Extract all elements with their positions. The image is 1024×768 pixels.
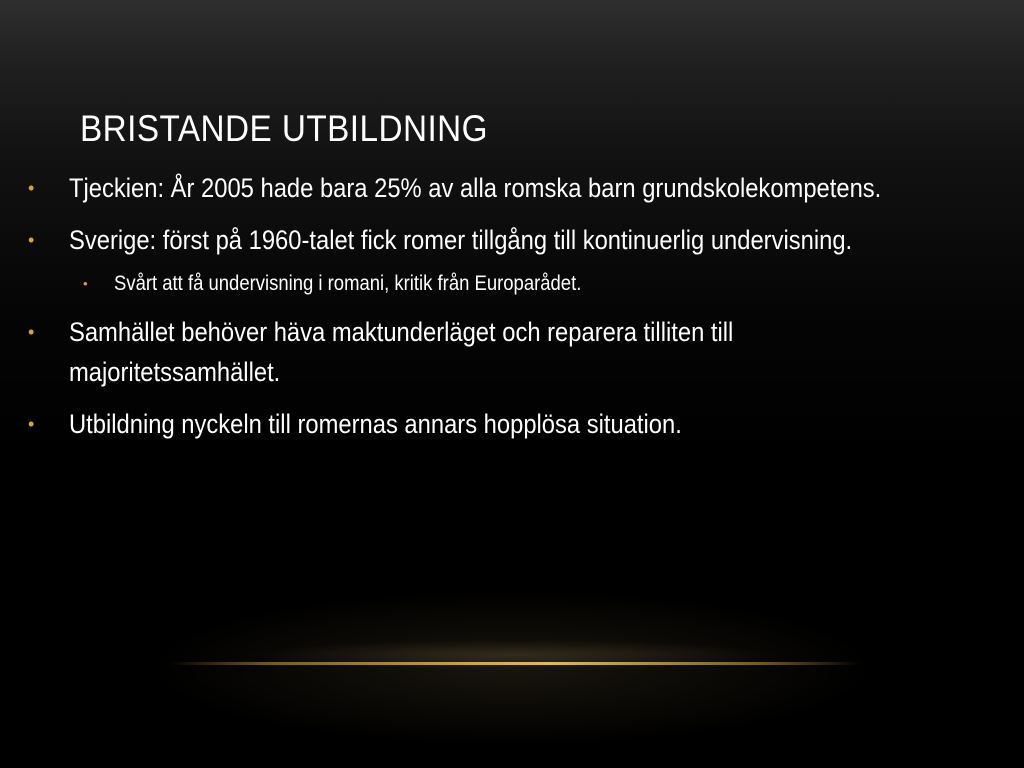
bullet-text: Tjeckien: År 2005 hade bara 25% av alla romska barn grundskolekompetens. — [69, 173, 882, 203]
bullet-icon: • — [28, 322, 35, 342]
sub-bullet-item — [28, 268, 928, 300]
bullet-list — [28, 168, 928, 456]
bullet-icon: • — [28, 230, 35, 250]
bullet-item — [28, 168, 928, 208]
sub-bullet-text: Svårt att få undervisning i romani, kritik från Europarådet. — [114, 272, 582, 295]
bullet-item — [28, 312, 928, 392]
bullet-item — [28, 404, 928, 444]
bullet-icon: • — [28, 178, 35, 198]
decorative-glow — [250, 640, 780, 670]
sub-bullet-icon: • — [83, 276, 88, 291]
bullet-text: Sverige: först på 1960-talet fick romer tillgång till kontinuerlig undervisning. — [69, 225, 853, 255]
bullet-item — [28, 220, 928, 260]
bullet-icon: • — [28, 414, 35, 434]
slide-title: BRISTANDE UTBILDNING — [80, 108, 489, 149]
decorative-gold-line — [170, 662, 860, 665]
bullet-text: Utbildning nyckeln till romernas annars hopplösa situation. — [69, 409, 682, 439]
bullet-text: Samhället behöver häva maktunderläget och reparera tilliten till majoritetssamhället. — [69, 317, 734, 387]
